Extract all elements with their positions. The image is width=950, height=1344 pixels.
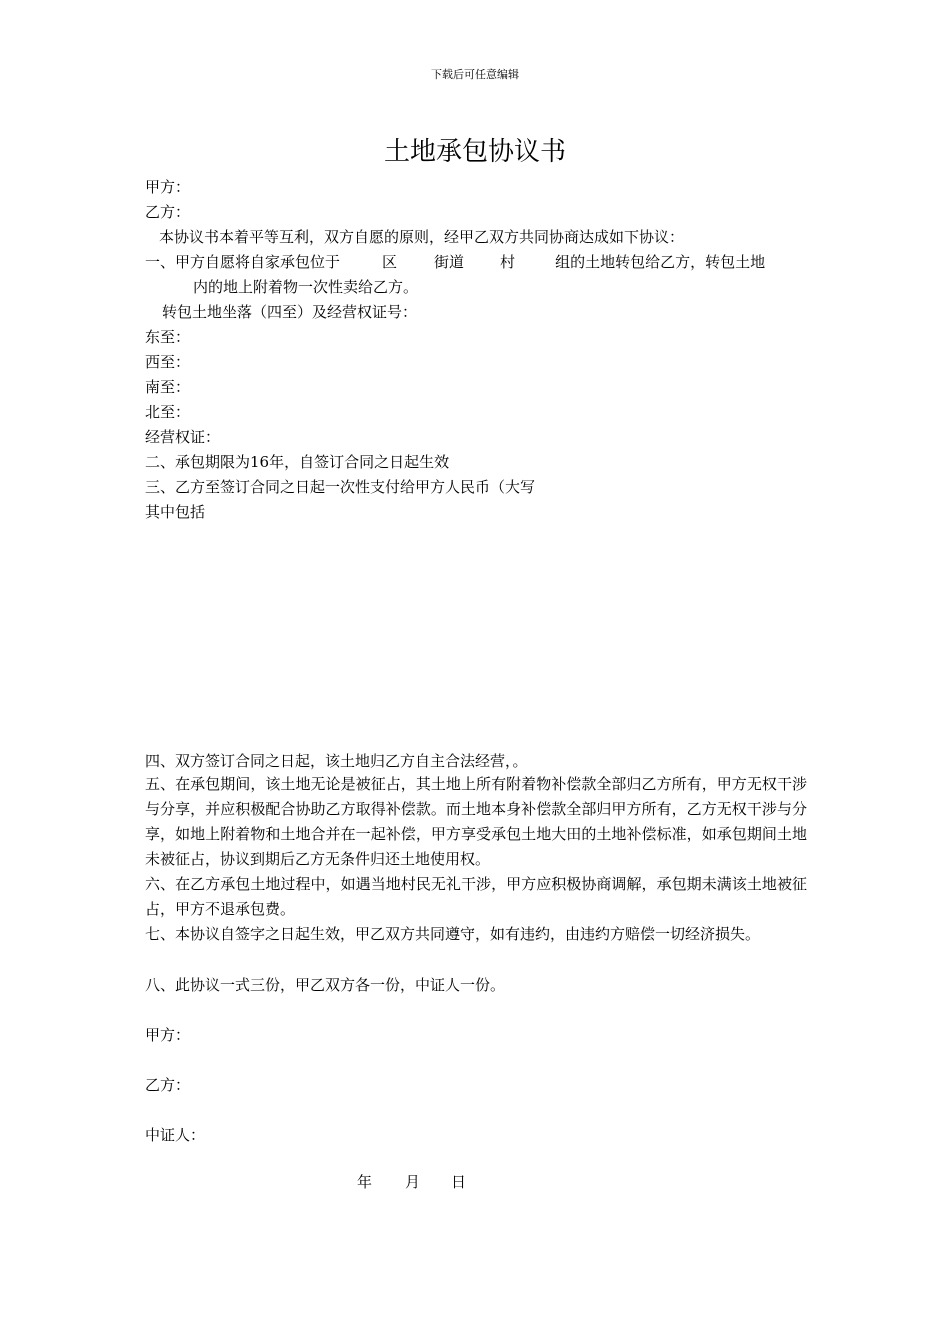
clause-1-district: 区	[382, 253, 398, 271]
north-boundary: 北至：	[145, 403, 191, 421]
west-boundary: 西至：	[145, 353, 191, 371]
signature-date	[357, 1172, 466, 1192]
clause-1-street: 街道	[434, 253, 465, 271]
south-boundary: 南至：	[145, 378, 191, 396]
boundary-intro: 转包土地坐落（四至）及经营权证号：	[162, 303, 418, 321]
date-month: 月	[405, 1173, 421, 1191]
certificate-label: 经营权证：	[145, 428, 221, 446]
clause-1-continuation: 内的地上附着物一次性卖给乙方。	[193, 278, 419, 296]
clause-1-village: 村	[500, 253, 516, 271]
clause-6: 六、在乙方承包土地过程中，如遇当地村民无礼干涉，甲方应积极协商调解，承包期未满该土地被征占，甲方不退承包费。	[145, 875, 807, 918]
clause-5: 五、在承包期间，该土地无论是被征占，其土地上所有附着物补偿款全部归乙方所有，甲方无权干涉与分享，并应积极配合协助乙方取得补偿款。而土地本身补偿款全部归甲方所有，乙方无权干涉与分享，如地上附着物和土地合并在一起补偿，甲方享受承包土地大田的土地补偿标准，如承包期间土地未被征占，协议到期后乙方无条件归还土地使用权。	[145, 775, 807, 868]
clause-1-prefix: 一、甲方自愿将自家承包位于	[145, 253, 341, 271]
east-boundary: 东至：	[145, 328, 191, 346]
clause-7: 七、本协议自签字之日起生效，甲乙双方共同遵守，如有违约，由违约方赔偿一切经济损失。	[145, 925, 761, 943]
clause-8: 八、此协议一式三份，甲乙双方各一份，中证人一份。	[145, 976, 506, 994]
clause-4: 四、双方签订合同之日起，该土地归乙方自主合法经营，。	[145, 752, 528, 770]
party-b-label: 乙方：	[145, 203, 191, 221]
header-note: 下载后可任意编辑	[431, 68, 519, 81]
date-day: 日	[451, 1173, 467, 1191]
document-title: 土地承包协议书	[383, 137, 566, 167]
preamble: 本协议书本着平等互利，双方自愿的原则，经甲乙双方共同协商达成如下协议：	[159, 228, 685, 246]
date-year: 年	[357, 1173, 373, 1191]
clause-3: 三、乙方至签订合同之日起一次性支付给甲方人民币（大写	[145, 478, 536, 496]
signature-party-b: 乙方：	[145, 1076, 191, 1094]
clause-1	[145, 252, 765, 272]
clause-2: 二、承包期限为16年，自签订合同之日起生效	[145, 453, 450, 471]
including-label: 其中包括	[145, 503, 206, 521]
clause-1-group-text: 组的土地转包给乙方，转包土地	[555, 253, 766, 271]
signature-party-a: 甲方：	[145, 1026, 191, 1044]
party-a-label: 甲方：	[145, 178, 191, 196]
signature-witness: 中证人：	[145, 1126, 206, 1144]
